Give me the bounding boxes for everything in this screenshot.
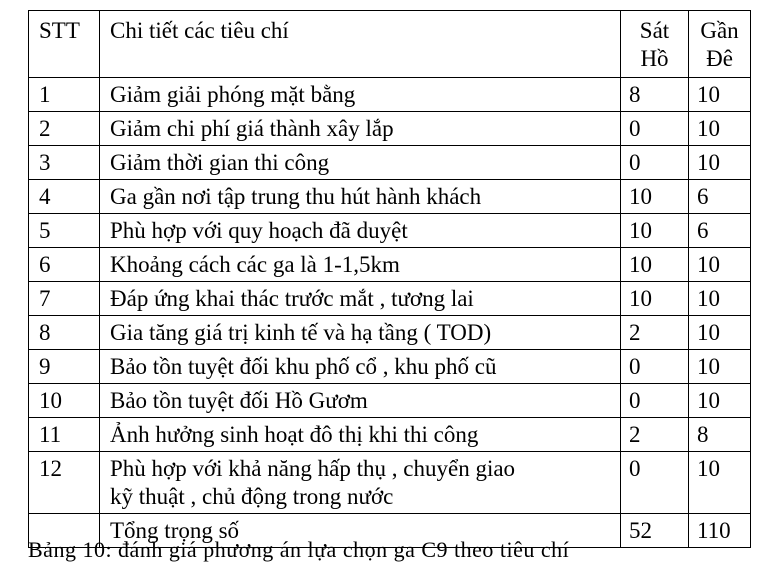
row-sat-ho: 0 [621,112,689,146]
row-criteria: Khoảng cách các ga là 1-1,5km [100,248,621,282]
criteria-comparison-table [28,10,751,548]
table-row [29,214,751,248]
row-gan-de: 10 [689,316,751,350]
row-gan-de: 6 [689,180,751,214]
header-gan-de-line1: Gần [700,18,739,43]
row-gan-de: 10 [689,78,751,112]
row-sat-ho: 0 [621,146,689,180]
table-header-row [29,11,751,78]
row-stt: 5 [29,214,100,248]
row-criteria: Bảo tồn tuyệt đối Hồ Gươm [100,384,621,418]
table-row [29,146,751,180]
row-stt: 8 [29,316,100,350]
table-row [29,248,751,282]
row-criteria [100,452,621,514]
row-sat-ho: 10 [621,214,689,248]
row-criteria: Bảo tồn tuyệt đối khu phố cổ , khu phố cũ [100,350,621,384]
total-gan-de: 110 [689,514,751,548]
row-sat-ho: 0 [621,384,689,418]
row-criteria: Giảm thời gian thi công [100,146,621,180]
total-sat-ho: 52 [621,514,689,548]
table-row [29,384,751,418]
table-row [29,282,751,316]
table-row [29,180,751,214]
row-sat-ho: 8 [621,78,689,112]
total-label: Tổng trọng số [100,514,621,548]
row-stt: 3 [29,146,100,180]
row-gan-de: 10 [689,282,751,316]
row-criteria: Giảm chi phí giá thành xây lắp [100,112,621,146]
row-gan-de: 10 [689,248,751,282]
header-sat-ho-line2: Hồ [640,46,669,71]
table-row [29,112,751,146]
row-stt: 6 [29,248,100,282]
row-gan-de: 10 [689,112,751,146]
row-stt: 7 [29,282,100,316]
table-row [29,452,751,514]
row-sat-ho: 2 [621,418,689,452]
row-stt: 12 [29,452,100,514]
row-criteria-line2: kỹ thuật , chủ động trong nước [110,484,394,509]
row-sat-ho: 0 [621,350,689,384]
table-row [29,316,751,350]
row-gan-de: 6 [689,214,751,248]
row-gan-de: 10 [689,452,751,514]
row-sat-ho: 10 [621,180,689,214]
row-stt: 9 [29,350,100,384]
row-criteria: Phù hợp với quy hoạch đã duyệt [100,214,621,248]
row-criteria: Ga gần nơi tập trung thu hút hành khách [100,180,621,214]
table-caption: Bảng 10: đánh giá phương án lựa chọn ga C9 theo tiêu chí [28,537,570,562]
table-row [29,418,751,452]
row-criteria: Đáp ứng khai thác trước mắt , tương lai [100,282,621,316]
header-gan-de-line2: Đê [706,46,733,71]
row-sat-ho: 0 [621,452,689,514]
row-gan-de: 10 [689,146,751,180]
row-criteria: Gia tăng giá trị kinh tế và hạ tầng ( TOD) [100,316,621,350]
header-stt: STT [29,11,100,78]
header-criteria: Chi tiết các tiêu chí [100,11,621,78]
table-row [29,350,751,384]
table-row [29,78,751,112]
row-sat-ho: 10 [621,248,689,282]
row-gan-de: 8 [689,418,751,452]
row-sat-ho: 2 [621,316,689,350]
header-gan-de [689,11,751,78]
row-stt: 11 [29,418,100,452]
row-criteria: Giảm giải phóng mặt bằng [100,78,621,112]
row-criteria: Ảnh hưởng sinh hoạt đô thị khi thi công [100,418,621,452]
row-sat-ho: 10 [621,282,689,316]
row-stt: 10 [29,384,100,418]
row-stt: 1 [29,78,100,112]
row-stt: 2 [29,112,100,146]
row-stt: 4 [29,180,100,214]
row-criteria-line1: Phù hợp với khả năng hấp thụ , chuyển giao [110,456,516,481]
row-gan-de: 10 [689,384,751,418]
header-sat-ho-line1: Sát [639,18,670,43]
header-sat-ho [621,11,689,78]
row-gan-de: 10 [689,350,751,384]
